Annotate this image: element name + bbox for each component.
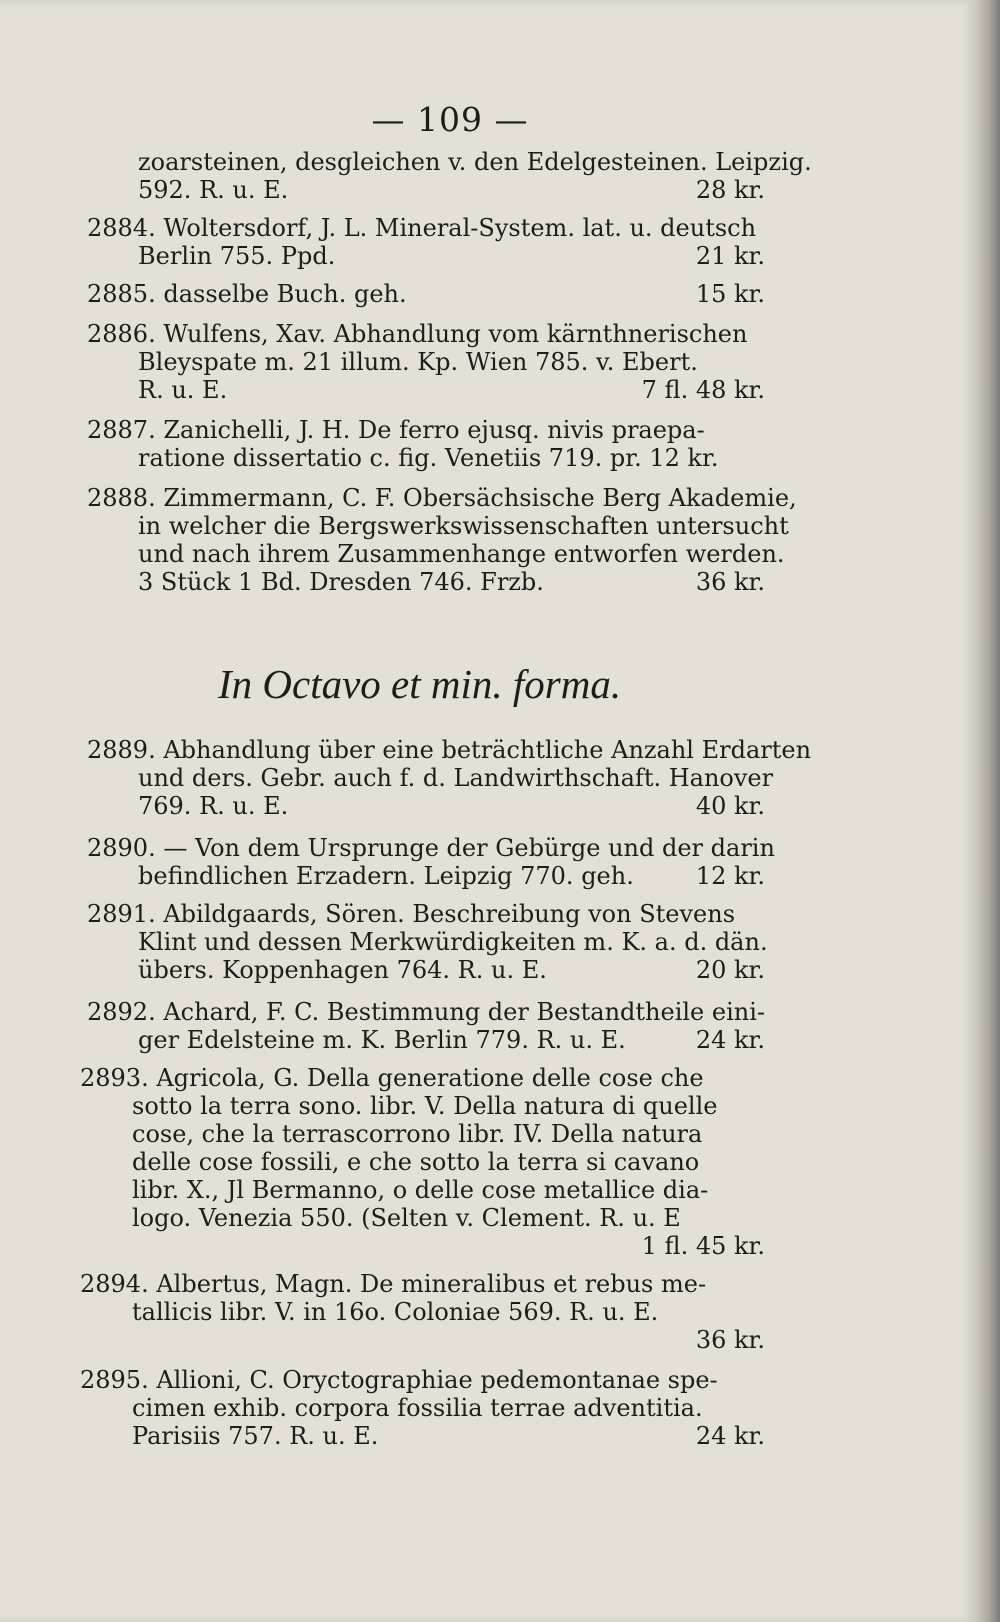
price: 1 fl. 45 kr. (641, 1232, 765, 1260)
catalog-line: 2894. Albertus, Magn. De mineralibus et rebus me- (80, 1270, 707, 1298)
catalog-line: übers. Koppenhagen 764. R. u. E. (138, 956, 547, 984)
price: 15 kr. (695, 280, 765, 308)
catalog-line: Klint und dessen Merkwürdigkeiten m. K. a. d. dän. (138, 928, 768, 956)
catalog-line: 2892. Achard, F. C. Bestimmung der Bestandtheile eini- (87, 998, 766, 1026)
catalog-line: tallicis libr. V. in 16o. Coloniae 569. R. u. E. (132, 1298, 659, 1326)
catalog-line: 2884. Woltersdorf, J. L. Mineral-System. lat. u. deutsch (87, 214, 757, 242)
catalog-line: 2891. Abildgaards, Sören. Beschreibung von Stevens (87, 900, 736, 928)
catalog-line: 2887. Zanichelli, J. H. De ferro ejusq. nivis praepa- (87, 416, 705, 444)
catalog-line: cimen exhib. corpora fossilia terrae adventitia. (132, 1394, 703, 1422)
catalog-line: 2888. Zimmermann, C. F. Obersächsische Berg Akademie, (87, 484, 797, 512)
catalog-line: 769. R. u. E. (138, 792, 289, 820)
price: 21 kr. (695, 242, 765, 270)
catalog-line: zoarsteinen, desgleichen v. den Edelgesteinen. Leipzig. (138, 148, 812, 176)
price: 36 kr. (695, 568, 765, 596)
catalog-line: 3 Stück 1 Bd. Dresden 746. Frzb. (138, 568, 544, 596)
catalog-line: Parisiis 757. R. u. E. (132, 1422, 379, 1450)
page-number: — 109 — (371, 100, 529, 139)
catalog-line: Berlin 755. Ppd. (138, 242, 336, 270)
section-heading: In Octavo et min. forma. (218, 661, 622, 707)
price: 7 fl. 48 kr. (641, 376, 765, 404)
catalog-line: in welcher die Bergswerkswissenschaften untersucht (138, 512, 789, 540)
catalog-line: 2885. dasselbe Buch. geh. (87, 280, 407, 308)
catalog-line: und ders. Gebr. auch f. d. Landwirthschaft. Hanover (138, 764, 774, 792)
catalog-line: 592. R. u. E. (138, 176, 289, 204)
catalog-line: 2889. Abhandlung über eine beträchtliche Anzahl Erdarten (87, 736, 812, 764)
catalog-line: 2895. Allioni, C. Oryctographiae pedemontanae spe- (80, 1366, 718, 1394)
price: 40 kr. (695, 792, 765, 820)
price: 12 kr. (695, 862, 765, 890)
catalog-line: logo. Venezia 550. (Selten v. Clement. R. u. E (132, 1204, 681, 1232)
catalog-line: libr. X., Jl Bermanno, o delle cose metallice dia- (132, 1176, 709, 1204)
price: 24 kr. (695, 1422, 765, 1450)
catalog-line: R. u. E. (138, 376, 228, 404)
catalog-line: 2893. Agricola, G. Della generatione delle cose che (80, 1064, 704, 1092)
catalog-line: befindlichen Erzadern. Leipzig 770. geh. (138, 862, 634, 890)
catalog-line: ratione dissertatio c. fig. Venetiis 719. pr. 12 kr. (138, 444, 719, 472)
price: 24 kr. (695, 1026, 765, 1054)
catalog-line: sotto la terra sono. libr. V. Della natura di quelle (132, 1092, 718, 1120)
catalog-line: Bleyspate m. 21 illum. Kp. Wien 785. v. Ebert. (138, 348, 698, 376)
catalog-line: delle cose fossili, e che sotto la terra si cavano (132, 1148, 700, 1176)
page-edge (975, 0, 1000, 1622)
price: 36 kr. (695, 1326, 765, 1354)
price: 28 kr. (695, 176, 765, 204)
catalog-line: und nach ihrem Zusammenhange entworfen werden. (138, 540, 785, 568)
catalog-line: 2886. Wulfens, Xav. Abhandlung vom kärnthnerischen (87, 320, 748, 348)
catalog-line: ger Edelsteine m. K. Berlin 779. R. u. E. (138, 1026, 626, 1054)
catalog-line: 2890. — Von dem Ursprunge der Gebürge und der darin (87, 834, 775, 862)
catalog-line: cose, che la terrascorrono libr. IV. Della natura (132, 1120, 703, 1148)
price: 20 kr. (695, 956, 765, 984)
